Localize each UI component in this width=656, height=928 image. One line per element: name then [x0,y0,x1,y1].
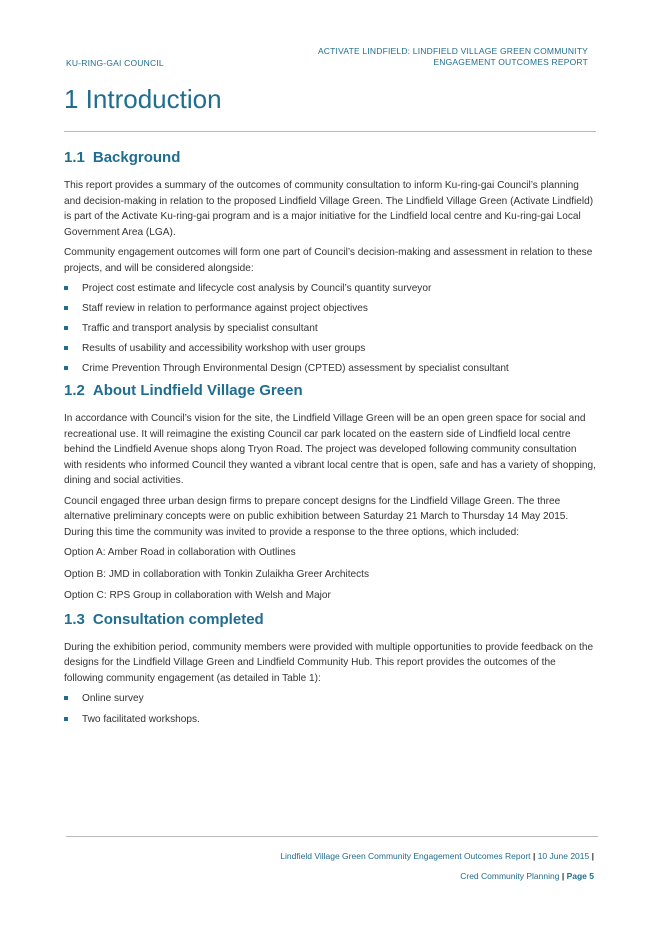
footer-line-1 [280,846,594,866]
square-bullet-icon [64,306,68,310]
footer-date: 10 June 2015 [537,851,590,861]
header-report-title [318,46,588,68]
list-item [64,361,596,377]
list-item-text: Traffic and transport analysis by specialist consultant [82,323,318,335]
list-item [64,281,596,297]
list-item-text: Staff review in relation to performance against project objectives [82,303,368,315]
section-number: 1.2 [64,382,85,400]
paragraph: Council engaged three urban design firms to prepare concept designs for the Lindfield Village Green. The three alternative preliminary concepts were on public exhibition between Saturday 21 March to Thursday 14 May 2015. During this time the community was invited to provide a response to the three options, which included: [64,495,569,538]
bullet-list [64,281,596,377]
square-bullet-icon [64,286,68,290]
paragraph: In accordance with Council’s vision for the site, the Lindfield Village Green will be an open green space for social and recreational use. It will reimagine the existing Council car park located on the eastern side of Lindfield local centre behind the Lindfield Avenue shops along Tryon Road. The project was developed following community consultation with residents who informed Council they wanted a vibrant local centre that is open, safe and has a variety of shopping, dining and social activities. [64,413,596,487]
footer-line-2 [280,866,594,886]
section-heading [64,610,596,630]
option-c: Option C: RPS Group in collaboration with Welsh and Major [64,590,331,602]
page-footer [280,846,594,886]
section-heading [64,148,596,168]
section-number: 1.1 [64,149,85,166]
square-bullet-icon [64,346,68,350]
footer-separator: | [561,871,565,881]
title-divider [64,131,596,132]
list-item-text: Two facilitated workshops. [82,713,200,725]
paragraph: During the exhibition period, community members were provided with multiple opportunities to provide feedback on the designs for the Lindfield Village Green and Lindfield Community Hub. This report provides the outcomes of the following community engagement (as detailed in Table 1): [64,641,594,684]
option-b: Option B: JMD in collaboration with Tonkin Zulaikha Greer Architects [64,568,370,580]
footer-separator: | [532,851,536,861]
chapter-title: 1 Introduction [64,84,222,114]
section-title: Background [92,149,181,166]
section-consultation-completed [64,610,596,727]
header-council-name: KU-RING-GAI COUNCIL [66,58,164,68]
document-body [64,148,596,732]
footer-divider [66,836,598,837]
section-title: About Lindfield Village Green [92,382,303,400]
list-item [64,301,596,317]
section-title: Consultation completed [92,610,264,628]
footer-author: Cred Community Planning [460,871,560,881]
list-item [64,341,596,357]
section-about-lindfield-village-green [64,381,596,604]
footer-report-title: Lindfield Village Green Community Engagement Outcomes Report [280,851,531,861]
list-item [64,321,596,337]
bullet-list [64,691,596,727]
section-background [64,148,596,377]
square-bullet-icon [64,696,68,700]
section-heading [64,381,596,401]
square-bullet-icon [64,366,68,370]
paragraph: This report provides a summary of the outcomes of community consultation to inform Ku-ring-gai Council’s planning and decision-making in relation to the proposed Lindfield Village Green. The Lindfield Village Green (Activate Lindfield) is part of the Activate Ku-ring-gai program and is a major initiative for the Lindfield local centre and Ku-ring-gai Local Government Area (LGA). [64,180,594,238]
option-a: Option A: Amber Road in collaboration with Outlines [64,547,296,559]
list-item [64,712,596,728]
square-bullet-icon [64,717,68,721]
header-report-title-line2: ENGAGEMENT OUTCOMES REPORT [433,57,588,67]
paragraph: Community engagement outcomes will form one part of Council’s decision-making and assessment in relation to these projects, and will be considered alongside: [64,247,593,274]
header-report-title-line1: ACTIVATE LINDFIELD: LINDFIELD VILLAGE GREEN COMMUNITY [317,46,588,56]
square-bullet-icon [64,326,68,330]
footer-separator: | [591,851,594,861]
section-number: 1.3 [64,610,85,628]
page-number: Page 5 [566,871,594,881]
list-item [64,691,596,707]
list-item-text: Project cost estimate and lifecycle cost analysis by Council’s quantity surveyor [82,283,432,294]
list-item-text: Online survey [82,693,144,705]
list-item-text: Crime Prevention Through Environmental Design (CPTED) assessment by specialist consultant [82,363,509,375]
list-item-text: Results of usability and accessibility workshop with user groups [82,343,366,355]
